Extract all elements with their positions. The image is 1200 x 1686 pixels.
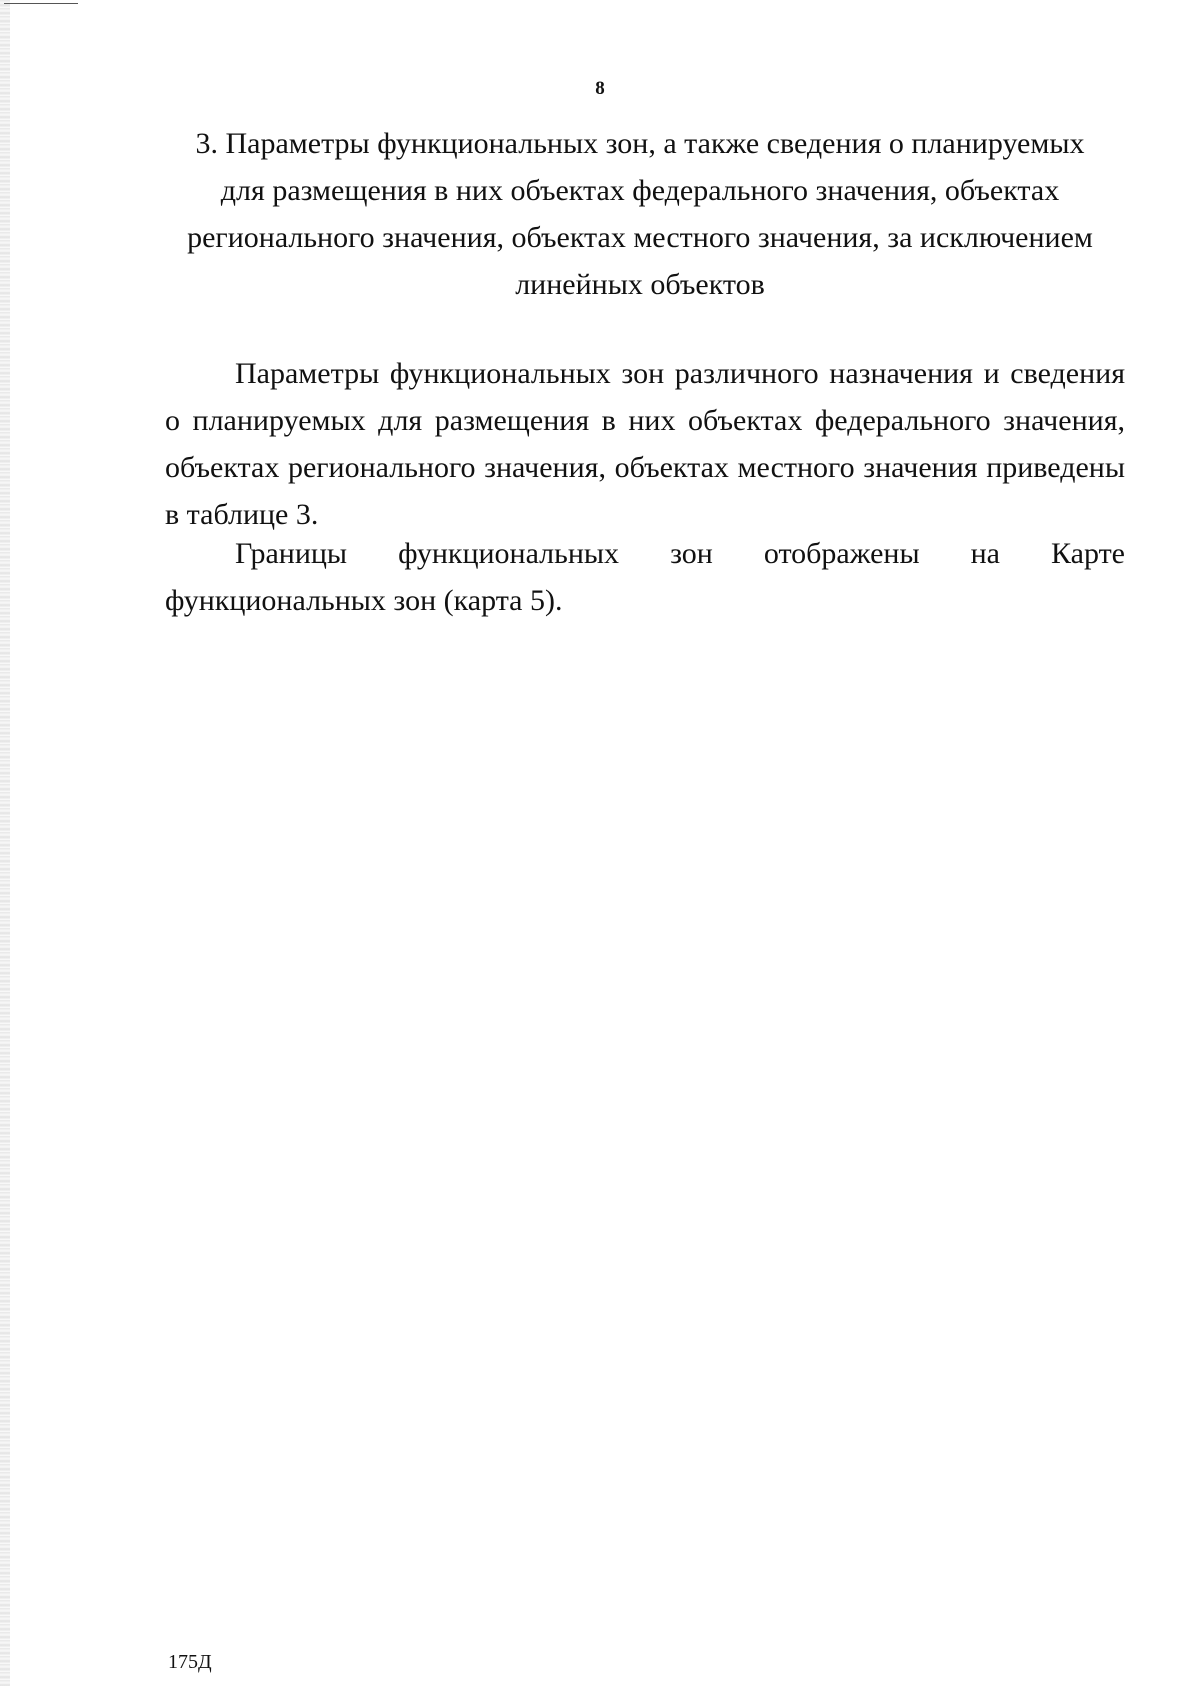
paragraph-block xyxy=(165,350,1125,538)
corner-line xyxy=(4,3,78,4)
scan-edge xyxy=(0,0,10,1686)
footer-code: 175Д xyxy=(168,1651,212,1673)
paragraph: Границы функциональных зон отображены на Карте функциональных зон (карта 5). xyxy=(165,537,1125,617)
heading-line: 3. Параметры функциональных зон, а также сведения о планируемых xyxy=(195,127,1085,160)
heading-line: линейных объектов xyxy=(515,268,765,301)
paragraph: Параметры функциональных зон различного назначения и сведения о планируемых для размещения в них объектах федерального значения, объектах регионального значения, объектах местного значения приведены в таблице 3. xyxy=(165,357,1125,531)
heading-line: регионального значения, объектах местного значения, за исключением xyxy=(187,221,1093,254)
paragraph-block xyxy=(165,530,1125,624)
section-heading xyxy=(160,120,1120,308)
page-number: 8 xyxy=(595,78,605,99)
heading-line: для размещения в них объектах федерального значения, объектах xyxy=(220,174,1060,207)
